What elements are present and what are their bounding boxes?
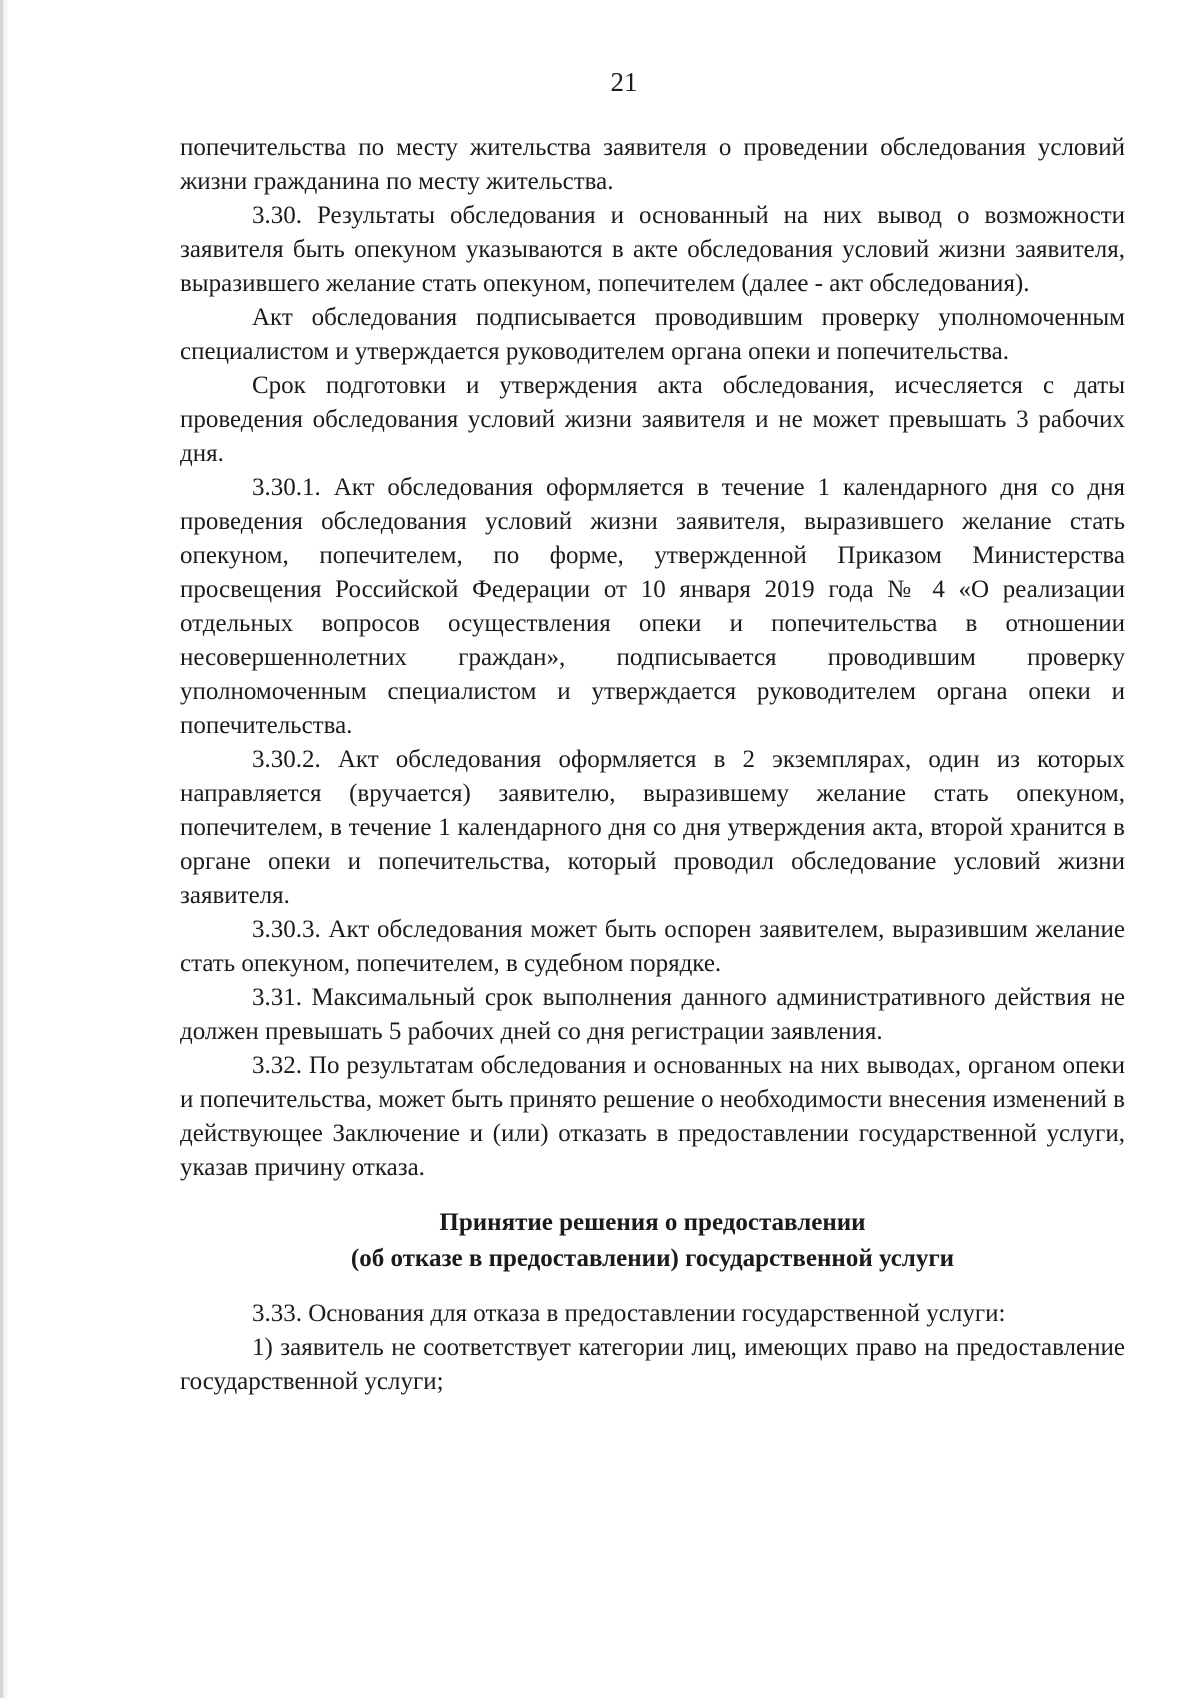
paragraph: 1) заявитель не соответствует категории лиц, имеющих право на предоставление государственной услуги; [180,1334,1125,1395]
paragraph: 3.30. Результаты обследования и основанный на них вывод о возможности заявителя быть опекуном указываются в акте обследования условий жизни заявителя, выразившего желание стать опекуном, попечителем (далее - акт обследования). [180,202,1125,297]
section-heading-line-1: Принятие решения о предоставлении [439,1209,866,1236]
paragraph: попечительства по месту жительства заявителя о проведении обследования условий жизни гражданина по месту жительства. [180,134,1125,195]
section-heading-line-2: (об отказе в предоставлении) государственной услуги [350,1245,955,1272]
paragraph: 3.30.1. Акт обследования оформляется в течение 1 календарного дня со дня проведения обследования условий жизни заявителя, выразившего желание стать опекуном, попечителем, по форме, утвержденной Приказом Министерства просвещения Российской Федерации от 10 января 2019 года № 4 «О реализации отдельных вопросов осуществления опеки и попечительства в отношении несовершеннолетних граждан», подписывается проводившим проверку уполномоченным специалистом и утверждается руководителем органа опеки и попечительства. [180,474,1125,739]
scan-shadow [3,0,9,1698]
document-body [180,131,1125,1399]
page-number: 21 [610,67,638,97]
paragraph: 3.32. По результатам обследования и основанных на них выводах, органом опеки и попечительства, может быть принято решение о необходимости внесения изменений в действующее Заключение и (или) отказать в предоставлении государственной услуги, указав причину отказа. [180,1052,1125,1181]
paragraph: 3.31. Максимальный срок выполнения данного административного действия не должен превышать 5 рабочих дней со дня регистрации заявления. [180,984,1125,1045]
paragraph: 3.30.3. Акт обследования может быть оспорен заявителем, выразившим желание стать опекуном, попечителем, в судебном порядке. [180,916,1125,977]
paragraph: 3.33. Основания для отказа в предоставлении государственной услуги: [252,1300,1006,1327]
section-heading [180,1205,1125,1277]
paragraph: Акт обследования подписывается проводившим проверку уполномоченным специалистом и утверждается руководителем органа опеки и попечительства. [180,304,1125,365]
paragraph: Срок подготовки и утверждения акта обследования, исчесляется с даты проведения обследования условий жизни заявителя и не может превышать 3 рабочих дня. [180,372,1125,467]
paragraph: 3.30.2. Акт обследования оформляется в 2 экземплярах, один из которых направляется (вручается) заявителю, выразившему желание стать опекуном, попечителем, в течение 1 календарного дня со дня утверждения акта, второй хранится в органе опеки и попечительства, который проводил обследование условий жизни заявителя. [180,746,1125,909]
